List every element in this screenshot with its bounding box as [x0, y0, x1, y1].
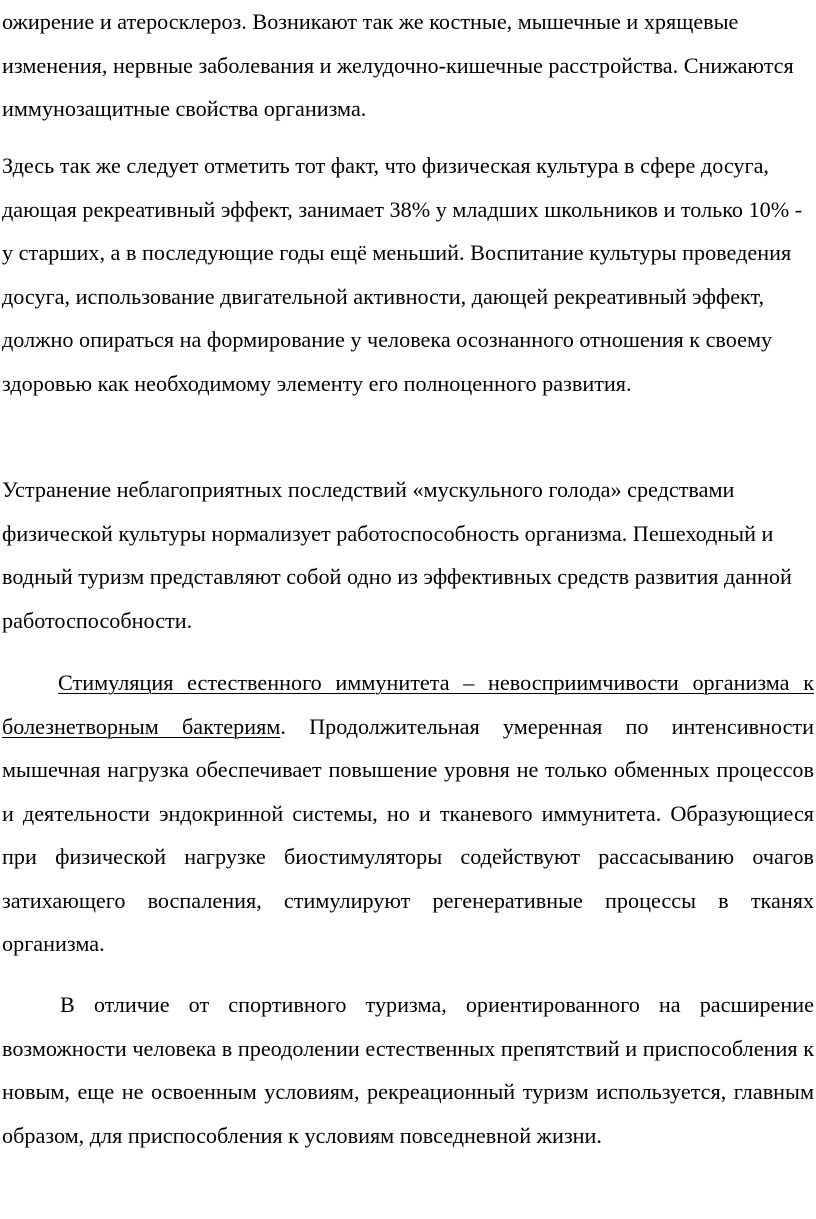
paragraph-obesity-consequences: ожирение и атеросклероз. Возникают так же костные, мышечные и хрящевые изменения, нервные заболевания и желудочно-кишечные расстройства. Снижаются иммунозащитные свойства организма.: [2, 9, 794, 121]
paragraph-leisure-physical-culture: Здесь так же следует отметить тот факт, что физическая культура в сфере досуга, дающая рекреативный эффект, занимает 38% у младших школьников и только 10% - у старших, а в последующие годы ещё меньший. Воспитание культуры проведения досуга, использование двигательной активности, дающей рекреативный эффект, должно опираться на формирование у человека осознанного отношения к своему здоровью как необходимому элементу его полноценного развития.: [2, 153, 803, 396]
immunity-heading: Стимуляция естественного иммунитета – невосприимчивости организма к болезнетворным бактериям: [2, 670, 814, 739]
immunity-body: . Продолжительная умеренная по интенсивности мышечная нагрузка обеспечивает повышение уровня не только обменных процессов и деятельности эндокринной системы, но и тканевого иммунитета. Образующиеся при физической нагрузке биостимуляторы содействуют рассасыванию очагов затихающего воспаления, стимулируют регенеративные процессы в тканях организма.: [2, 713, 814, 956]
paragraph-muscle-hunger: Устранение неблагоприятных последствий «мускульного голода» средствами физической культуры нормализует работоспособность организма. Пешеходный и водный туризм представляют собой одно из эффективных средств развития данной работоспособности.: [2, 477, 792, 633]
paragraph-immunity: [2, 661, 814, 966]
paragraph-recreational-tourism: В отличие от спортивного туризма, ориентированного на расширение возможности человека в преодолении естественных препятствий и приспособления к новым, еще не освоенным условиям, рекреационный туризм используется, главным образом, для приспособления к условиям повседневной жизни.: [2, 992, 814, 1148]
